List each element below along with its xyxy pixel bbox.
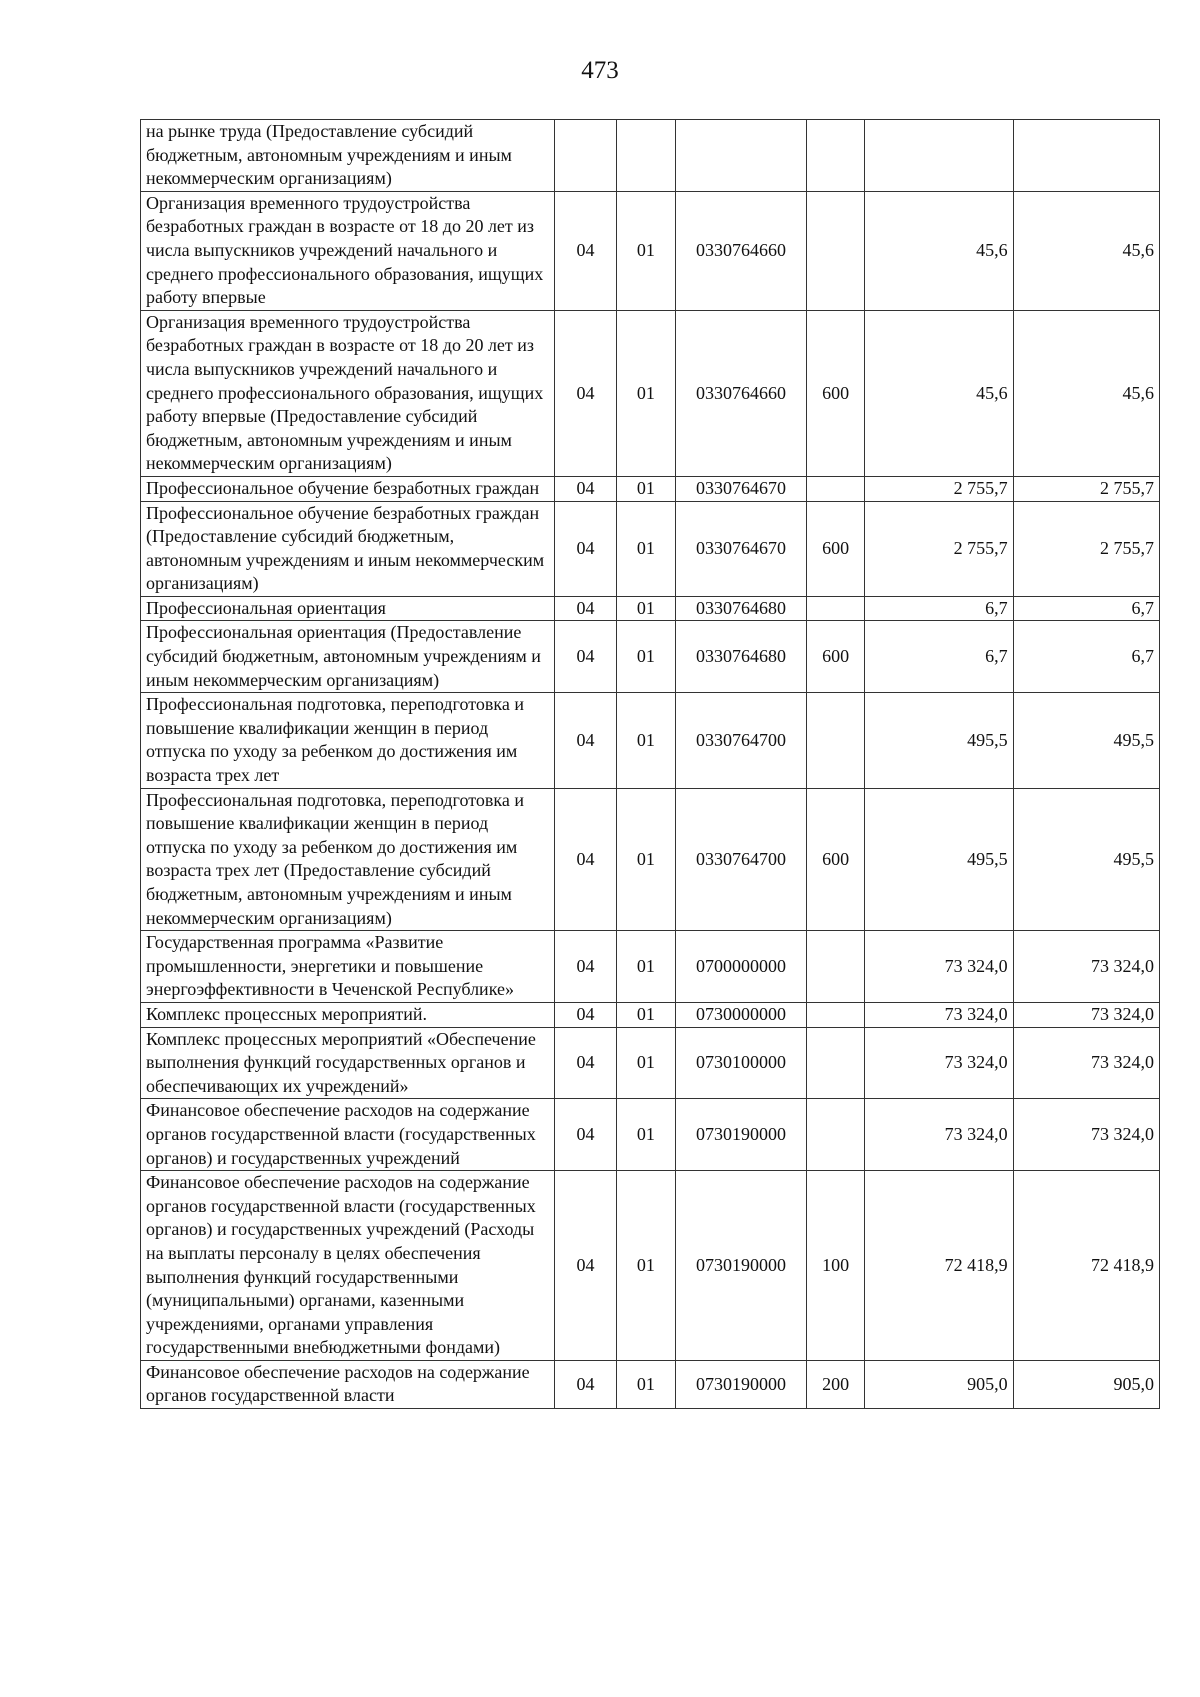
row-target-article-cell	[676, 120, 807, 192]
row-amount-2-cell: 73 324,0	[1013, 1027, 1159, 1099]
row-subsection-cell: 01	[616, 501, 675, 596]
row-amount-1-cell: 45,6	[865, 310, 1013, 476]
row-expense-type-cell	[807, 1027, 865, 1099]
table-row	[141, 501, 1160, 596]
row-subsection-cell: 01	[616, 191, 675, 310]
row-name-cell: Профессиональная подготовка, переподготовка и повышение квалификации женщин в период отпуска по уходу за ребенком до достижения им возраста трех лет (Предоставление субсидий бюджетным, автономным учреждениям и иным некоммерческим организациям)	[141, 788, 555, 931]
table-row	[141, 621, 1160, 693]
row-amount-2-cell: 73 324,0	[1013, 1002, 1159, 1027]
row-amount-2-cell: 72 418,9	[1013, 1171, 1159, 1361]
row-expense-type-cell	[807, 693, 865, 788]
row-name-cell: Комплекс процессных мероприятий.	[141, 1002, 555, 1027]
table-row	[141, 1002, 1160, 1027]
row-expense-type-cell: 100	[807, 1171, 865, 1361]
row-amount-1-cell: 6,7	[865, 621, 1013, 693]
row-amount-1-cell: 6,7	[865, 596, 1013, 621]
budget-table	[140, 119, 1160, 1409]
row-amount-1-cell: 495,5	[865, 693, 1013, 788]
table-row	[141, 1099, 1160, 1171]
row-target-article-cell: 0330764670	[676, 476, 807, 501]
row-subsection-cell: 01	[616, 596, 675, 621]
row-expense-type-cell	[807, 191, 865, 310]
row-target-article-cell: 0730190000	[676, 1171, 807, 1361]
row-amount-1-cell: 73 324,0	[865, 1099, 1013, 1171]
row-section-cell: 04	[555, 1360, 616, 1408]
row-expense-type-cell	[807, 476, 865, 501]
row-amount-1-cell: 905,0	[865, 1360, 1013, 1408]
row-amount-1-cell: 73 324,0	[865, 1002, 1013, 1027]
table-row	[141, 931, 1160, 1003]
row-target-article-cell: 0330764680	[676, 596, 807, 621]
row-section-cell: 04	[555, 1099, 616, 1171]
row-amount-2-cell: 905,0	[1013, 1360, 1159, 1408]
row-target-article-cell: 0330764660	[676, 191, 807, 310]
row-amount-2-cell: 495,5	[1013, 788, 1159, 931]
row-target-article-cell: 0700000000	[676, 931, 807, 1003]
row-section-cell: 04	[555, 693, 616, 788]
row-subsection-cell: 01	[616, 1027, 675, 1099]
row-name-cell: Профессиональная подготовка, переподготовка и повышение квалификации женщин в период отпуска по уходу за ребенком до достижения им возраста трех лет	[141, 693, 555, 788]
row-subsection-cell: 01	[616, 1099, 675, 1171]
row-expense-type-cell	[807, 120, 865, 192]
row-expense-type-cell	[807, 1099, 865, 1171]
row-target-article-cell: 0330764660	[676, 310, 807, 476]
row-amount-2-cell: 6,7	[1013, 596, 1159, 621]
table-row	[141, 1360, 1160, 1408]
row-amount-1-cell: 2 755,7	[865, 501, 1013, 596]
row-section-cell: 04	[555, 1027, 616, 1099]
row-expense-type-cell	[807, 596, 865, 621]
row-target-article-cell: 0730190000	[676, 1360, 807, 1408]
row-target-article-cell: 0330764700	[676, 693, 807, 788]
row-amount-1-cell	[865, 120, 1013, 192]
row-amount-1-cell: 72 418,9	[865, 1171, 1013, 1361]
table-row	[141, 596, 1160, 621]
row-name-cell: Финансовое обеспечение расходов на содержание органов государственной власти (государственных органов) и государственных учреждений (Расходы на выплаты персоналу в целях обеспечения выполнения функций государственными (муниципальными) органами, казенными учреждениями, органами управления государственными внебюджетными фондами)	[141, 1171, 555, 1361]
row-amount-2-cell: 2 755,7	[1013, 476, 1159, 501]
row-expense-type-cell	[807, 1002, 865, 1027]
row-subsection-cell: 01	[616, 788, 675, 931]
row-name-cell: Организация временного трудоустройства безработных граждан в возрасте от 18 до 20 лет из числа выпускников учреждений начального и среднего профессионального образования, ищущих работу впервые	[141, 191, 555, 310]
row-subsection-cell: 01	[616, 1171, 675, 1361]
row-section-cell	[555, 120, 616, 192]
row-expense-type-cell: 600	[807, 310, 865, 476]
row-amount-1-cell: 45,6	[865, 191, 1013, 310]
row-name-cell: Государственная программа «Развитие промышленности, энергетики и повышение энергоэффективности в Чеченской Республике»	[141, 931, 555, 1003]
row-section-cell: 04	[555, 191, 616, 310]
row-subsection-cell: 01	[616, 693, 675, 788]
row-section-cell: 04	[555, 476, 616, 501]
row-amount-1-cell: 73 324,0	[865, 931, 1013, 1003]
row-amount-1-cell: 495,5	[865, 788, 1013, 931]
row-target-article-cell: 0330764670	[676, 501, 807, 596]
row-name-cell: Комплекс процессных мероприятий «Обеспечение выполнения функций государственных органов и обеспечивающих их учреждений»	[141, 1027, 555, 1099]
row-amount-2-cell: 45,6	[1013, 310, 1159, 476]
row-amount-2-cell: 495,5	[1013, 693, 1159, 788]
row-section-cell: 04	[555, 501, 616, 596]
row-name-cell: Финансовое обеспечение расходов на содержание органов государственной власти	[141, 1360, 555, 1408]
row-amount-2-cell: 73 324,0	[1013, 931, 1159, 1003]
table-body	[141, 120, 1160, 1409]
row-subsection-cell: 01	[616, 310, 675, 476]
row-section-cell: 04	[555, 310, 616, 476]
row-section-cell: 04	[555, 621, 616, 693]
row-expense-type-cell: 600	[807, 501, 865, 596]
row-amount-1-cell: 2 755,7	[865, 476, 1013, 501]
row-subsection-cell	[616, 120, 675, 192]
row-amount-1-cell: 73 324,0	[865, 1027, 1013, 1099]
row-target-article-cell: 0330764700	[676, 788, 807, 931]
row-name-cell: Профессиональная ориентация (Предоставление субсидий бюджетным, автономным учреждениям и иным некоммерческим организациям)	[141, 621, 555, 693]
row-expense-type-cell: 600	[807, 621, 865, 693]
row-target-article-cell: 0730000000	[676, 1002, 807, 1027]
row-expense-type-cell: 600	[807, 788, 865, 931]
row-target-article-cell: 0730190000	[676, 1099, 807, 1171]
row-subsection-cell: 01	[616, 476, 675, 501]
row-name-cell: на рынке труда (Предоставление субсидий бюджетным, автономным учреждениям и иным некоммерческим организациям)	[141, 120, 555, 192]
table-row	[141, 120, 1160, 192]
table-row	[141, 1171, 1160, 1361]
row-section-cell: 04	[555, 1171, 616, 1361]
row-expense-type-cell: 200	[807, 1360, 865, 1408]
row-section-cell: 04	[555, 596, 616, 621]
row-amount-2-cell: 6,7	[1013, 621, 1159, 693]
row-subsection-cell: 01	[616, 621, 675, 693]
row-target-article-cell: 0730100000	[676, 1027, 807, 1099]
row-section-cell: 04	[555, 931, 616, 1003]
row-target-article-cell: 0330764680	[676, 621, 807, 693]
table-row	[141, 476, 1160, 501]
row-amount-2-cell	[1013, 120, 1159, 192]
table-row	[141, 788, 1160, 931]
table-row	[141, 693, 1160, 788]
row-name-cell: Финансовое обеспечение расходов на содержание органов государственной власти (государственных органов) и государственных учреждений	[141, 1099, 555, 1171]
row-subsection-cell: 01	[616, 1002, 675, 1027]
row-amount-2-cell: 2 755,7	[1013, 501, 1159, 596]
row-amount-2-cell: 73 324,0	[1013, 1099, 1159, 1171]
row-subsection-cell: 01	[616, 1360, 675, 1408]
page-number: 473	[581, 57, 619, 84]
row-section-cell: 04	[555, 788, 616, 931]
row-section-cell: 04	[555, 1002, 616, 1027]
table-row	[141, 1027, 1160, 1099]
table-row	[141, 310, 1160, 476]
row-amount-2-cell: 45,6	[1013, 191, 1159, 310]
row-expense-type-cell	[807, 931, 865, 1003]
row-name-cell: Профессиональная ориентация	[141, 596, 555, 621]
table-row	[141, 191, 1160, 310]
row-name-cell: Профессиональное обучение безработных граждан (Предоставление субсидий бюджетным, автономным учреждениям и иным некоммерческим организациям)	[141, 501, 555, 596]
row-name-cell: Профессиональное обучение безработных граждан	[141, 476, 555, 501]
row-subsection-cell: 01	[616, 931, 675, 1003]
row-name-cell: Организация временного трудоустройства безработных граждан в возрасте от 18 до 20 лет из числа выпускников учреждений начального и среднего профессионального образования, ищущих работу впервые (Предоставление субсидий бюджетным, автономным учреждениям и иным некоммерческим организациям)	[141, 310, 555, 476]
